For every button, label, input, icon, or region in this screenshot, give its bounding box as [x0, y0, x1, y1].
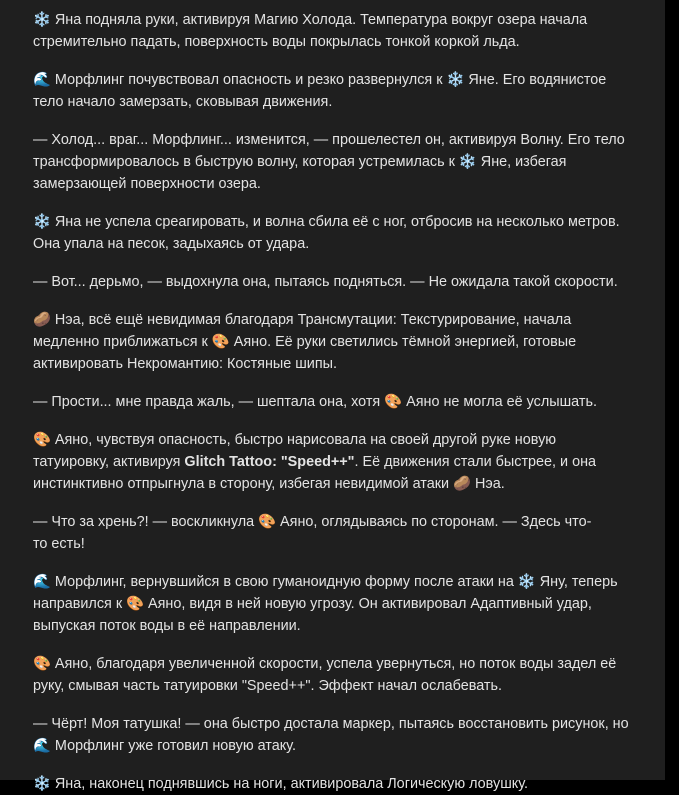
story-paragraph: 🥔 Нэа, всё ещё невидимая благодаря Трансмутации: Текстурирование, начала медленно приближаться к 🎨 Аяно. Её руки светились тёмной энергией, готовые активировать Некромантию: Костяные шипы. — [33, 312, 577, 372]
story-paragraph: — Прости... мне правда жаль, — шептала она, хотя 🎨 Аяно не могла её услышать. — [33, 394, 597, 410]
paragraph-text: . Её движения стали быстрее, и она инстинктивно отпрыгнула в сторону, избегая невидимой атаки 🥔 Нэа. — [33, 454, 597, 492]
skill-name-bold: Glitch Tattoo: "Speed++" — [184, 454, 355, 470]
story-paragraph: — Вот... дерьмо, — выдохнула она, пытаясь подняться. — Не ожидала такой скорости. — [33, 274, 618, 290]
story-paragraph: 🎨 Аяно, благодаря увеличенной скорости, успела увернуться, но поток воды задел её руку, смывая часть татуировки "Speed++". Эффект начал ослабевать. — [33, 656, 617, 694]
paragraph-text: 🎨 Аяно, чувствуя опасность, быстро нарисовала на своей другой руке новую татуировку, активируя — [33, 432, 557, 470]
story-paragraph: — Холод... враг... Морфлинг... изменится, — прошелестел он, активируя Волну. Его тело трансформировалось в быструю волну, которая устремилась к ❄️ Яне, избегая замерзающей поверхности озера. — [33, 132, 625, 192]
story-paragraph: ❄️ Яна не успела среагировать, и волна сбила её с ног, отбросив на несколько метров. Она упала на песок, задыхаясь от удара. — [33, 214, 620, 252]
story-paragraph: ❄️ Яна, наконец поднявшись на ноги, активировала Логическую ловушку. — [33, 776, 528, 792]
story-paragraph: — Чёрт! Моя татушка! — она быстро достала маркер, пытаясь восстановить рисунок, но 🌊 Морфлинг уже готовил новую атаку. — [33, 716, 629, 754]
story-paragraph: 🌊 Морфлинг, вернувшийся в свою гуманоидную форму после атаки на ❄️ Яну, теперь направился к 🎨 Аяно, видя в ней новую угрозу. Он активировал Адаптивный удар, выпуская поток воды в её направлении. — [33, 574, 618, 634]
story-paragraph: 🌊 Морфлинг почувствовал опасность и резко развернулся к ❄️ Яне. Его водянистое тело начало замерзать, сковывая движения. — [33, 72, 607, 110]
story-paragraph: ❄️ Яна подняла руки, активируя Магию Холода. Температура вокруг озера начала стремительно падать, поверхность воды покрылась тонкой коркой льда. — [33, 12, 588, 50]
story-paragraph: — Что за хрень?! — воскликнула 🎨 Аяно, оглядываясь по сторонам. — Здесь что- то есть! — [33, 514, 592, 552]
story-paragraph-tattoo — [33, 429, 645, 495]
